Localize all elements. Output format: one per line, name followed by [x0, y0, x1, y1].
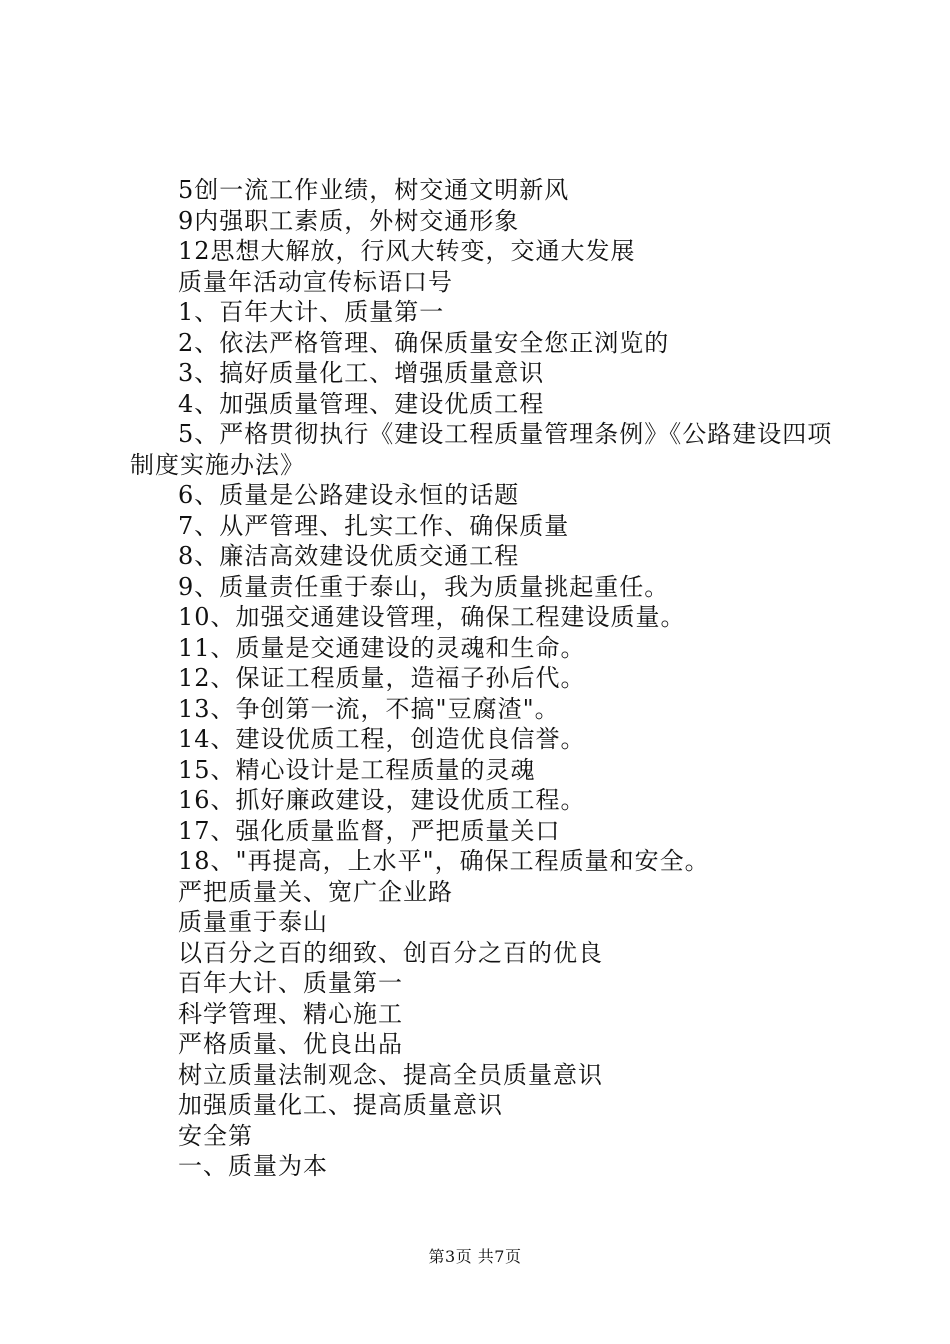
text-line: 8、廉洁高效建设优质交通工程: [178, 542, 520, 570]
text-line: 安全第: [178, 1121, 253, 1150]
text-line: 17、强化质量监督，严把质量关口: [178, 816, 561, 845]
text-line: 树立质量法制观念、提高全员质量意识: [178, 1060, 603, 1089]
text-line: 质量重于泰山: [178, 908, 328, 936]
text-line: 加强质量化工、提高质量意识: [178, 1091, 503, 1119]
page-footer: 第3页 共7页: [428, 1247, 522, 1266]
text-line: 百年大计、质量第一: [178, 969, 403, 997]
text-line: 1、百年大计、质量第一: [178, 298, 445, 326]
text-line: 13、争创第一流，不搞"豆腐渣"。: [178, 694, 560, 723]
document-body: [130, 175, 850, 1182]
text-line: 12思想大解放，行风大转变，交通大发展: [178, 237, 636, 265]
text-line: 科学管理、精心施工: [178, 999, 403, 1028]
text-line: 5创一流工作业绩，树交通文明新风: [178, 176, 570, 204]
text-line: 一、质量为本: [178, 1152, 328, 1180]
text-line: 16、抓好廉政建设，建设优质工程。: [178, 786, 586, 814]
text-line: 严把质量关、宽广企业路: [178, 877, 453, 906]
text-line: 4、加强质量管理、建设优质工程: [178, 389, 545, 418]
text-line: 7、从严管理、扎实工作、确保质量: [178, 511, 570, 540]
text-line: 9内强职工素质，外树交通形象: [178, 206, 520, 235]
section-heading: 质量年活动宣传标语口号: [178, 267, 453, 296]
text-line: 11、质量是交通建设的灵魂和生命。: [178, 633, 586, 662]
text-line: 18、"再提高，上水平"，确保工程质量和安全。: [178, 847, 710, 875]
text-line: 9、质量责任重于泰山，我为质量挑起重任。: [178, 572, 670, 601]
text-line: 3、搞好质量化工、增强质量意识: [178, 359, 545, 387]
text-line: 严格质量、优良出品: [178, 1030, 403, 1058]
text-line: 15、精心设计是工程质量的灵魂: [178, 755, 536, 784]
text-line: 5、严格贯彻执行《建设工程质量管理条例》《公路建设四项制度实施办法》: [130, 420, 833, 479]
text-line: 14、建设优质工程，创造优良信誉。: [178, 725, 586, 753]
text-line: 10、加强交通建设管理，确保工程建设质量。: [178, 603, 686, 631]
text-line: 2、依法严格管理、确保质量安全您正浏览的: [178, 328, 670, 357]
text-line: 以百分之百的细致、创百分之百的优良: [178, 938, 603, 967]
text-line: 6、质量是公路建设永恒的话题: [178, 481, 520, 509]
text-line: 12、保证工程质量，造福子孙后代。: [178, 664, 586, 692]
